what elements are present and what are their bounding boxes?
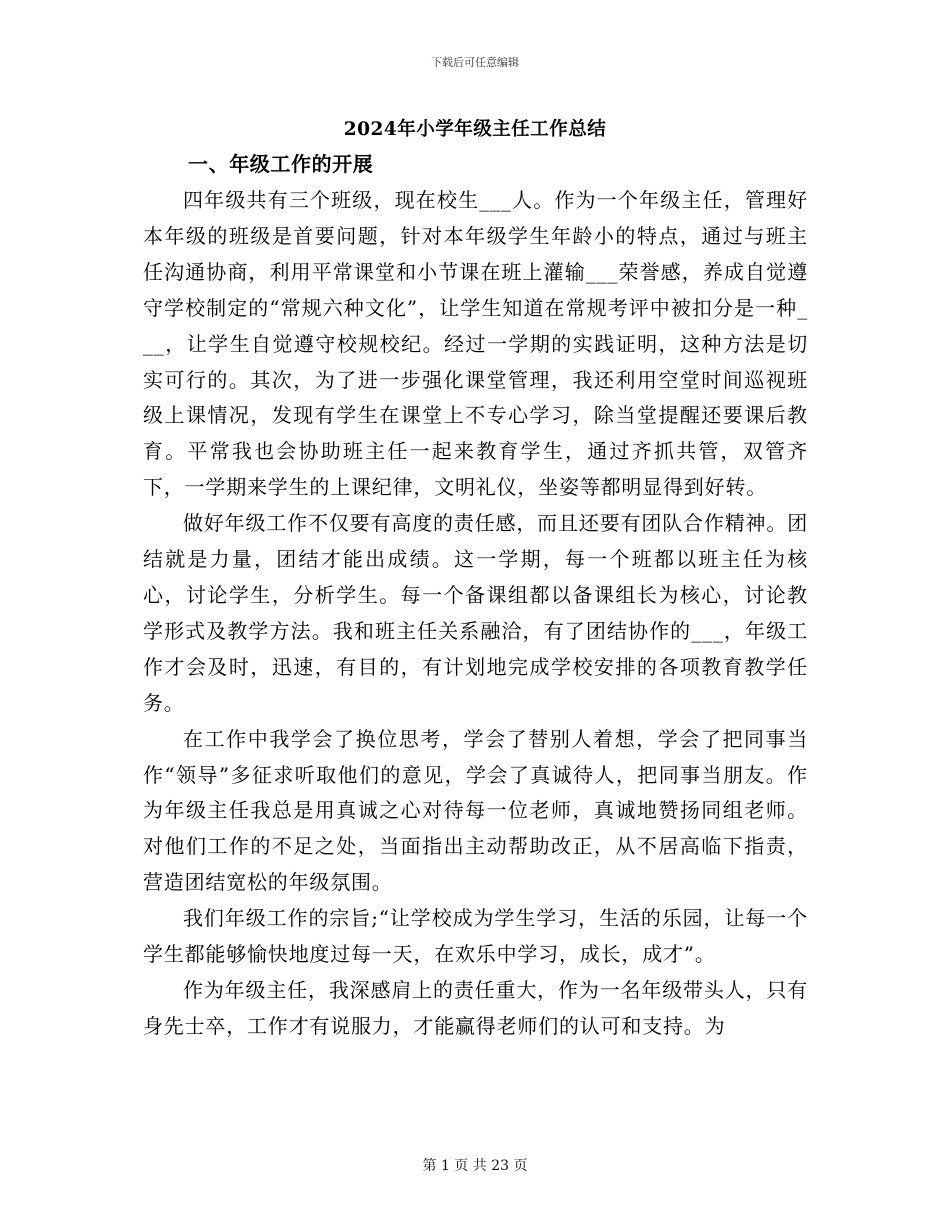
document-title: 2024年小学年级主任工作总结: [343, 119, 607, 140]
paragraph: 我们年级工作的宗旨;“让学校成为学生学习，生活的乐园，让每一个学生都能够愉快地度过每一天，在欢乐中学习，成长，成才”。: [143, 906, 808, 967]
paragraph: 在工作中我学会了换位思考，学会了替别人着想，学会了把同事当作“领导”多征求听取他们的意见，学会了真诚待人，把同事当朋友。作为年级主任我总是用真诚之心对待每一位老师，真诚地赞扬同组老师。对他们工作的不足之处，当面指出主动帮助改正，从不居高临下指责，营造团结宽松的年级氛围。: [143, 726, 808, 895]
paragraph: 做好年级工作不仅要有高度的责任感，而且还要有团队合作精神。团结就是力量，团结才能出成绩。这一学期，每一个班都以班主任为核心，讨论学生，分析学生。每一个备课组都以备课组长为核心，讨论教学形式及教学方法。我和班主任关系融洽，有了团结协作的___，年级工作才会及时，迅速，有目的，有计划地完成学校安排的各项教育教学任务。: [143, 511, 808, 715]
page-footer: 第 1 页 共 23 页: [422, 1158, 528, 1174]
paragraph: 四年级共有三个班级，现在校生___人。作为一个年级主任，管理好本年级的班级是首要问题，针对本年级学生年龄小的特点，通过与班主任沟通协商，利用平常课堂和小节课在班上灌输___荣誉感，养成自觉遵守学校制定的“常规六种文化”，让学生知道在常规考评中被扣分是一种___，让学生自觉遵守校规校纪。经过一学期的实践证明，这种方法是切实可行的。其次，为了进一步强化课堂管理，我还利用空堂时间巡视班级上课情况，发现有学生在课堂上不专心学习，除当堂提醒还要课后教育。平常我也会协助班主任一起来教育学生，通过齐抓共管，双管齐下，一学期来学生的上课纪律，文明礼仪，坐姿等都明显得到好转。: [143, 188, 808, 500]
section-heading: 一、年级工作的开展: [188, 152, 374, 176]
document-body: [143, 183, 808, 1045]
header-note: 下载后可任意编辑: [431, 56, 519, 69]
paragraph: 作为年级主任，我深感肩上的责任重大，作为一名年级带头人，只有身先士卒，工作才有说服力，才能赢得老师们的认可和支持。为: [143, 977, 808, 1038]
